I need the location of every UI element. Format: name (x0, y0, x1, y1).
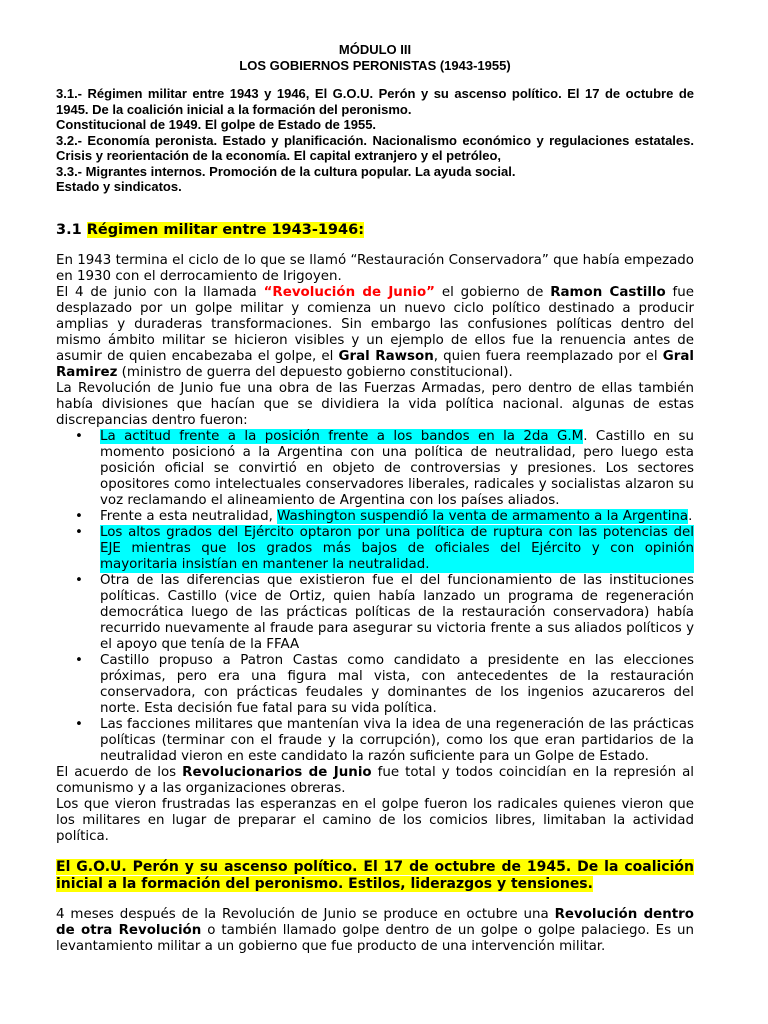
list-item: • Castillo propuso a Patron Castas como candidato a presidente en las elecciones próximas, pero era una figura mal vista, con antecedentes de la restauración conservadora, con prácticas feudales y dominantes de los ingenios azucareros del norte. Esta decisión fue fatal para su vida política. (100, 653, 694, 717)
module-outline (56, 86, 694, 195)
module-heading: MÓDULO III (338, 42, 412, 57)
paragraph: La Revolución de Junio fue una obra de las Fuerzas Armadas, pero dentro de ellas también había divisiones que hacían que se dividiera la vida política nacional. algunas de estas discrepancias dentro fueron: (56, 380, 694, 428)
paragraph: Los que vieron frustradas las esperanzas en el golpe fueron los radicales quienes vieron que los militares en lugar de preparar el camino de los comicios libres, limitaban la actividad política. (56, 796, 694, 844)
paragraph: 4 meses después de la Revolución de Junio se produce en octubre una Revolución dentro de otra Revolución o también llamado golpe dentro de un golpe o golpe palaciego. Es un levantamiento militar a un gobierno que fue producto de una intervención militar. (56, 906, 694, 954)
section-title: Régimen militar entre 1943-1946: (86, 221, 364, 238)
list-item: • Otra de las diferencias que existieron fue el del funcionamiento de las instituciones políticas. Castillo (vice de Ortiz, quien había lanzado un programa de regeneración democrática luego de las prácticas políticas de la restauración conservadora) había recurrido nuevamente al fraude para asegurar su victoria frente a sus aliados políticos y el apoyo que tenía de la FFAA (100, 573, 694, 653)
list-item: • La actitud frente a la posición frente a los bandos en la 2da G.M. Castillo en su momento posicionó a la Argentina con una política de neutralidad, pero luego esta posición oficial se convirtió en objeto de controversias y presiones. Los sectores opositores como intelectuales conservadores liberales, radicales y socialistas alzaron su voz reclamando el alineamiento de Argentina con los países aliados. (100, 429, 694, 509)
outline-item: Estado y sindicatos. (56, 179, 182, 194)
paragraph: En 1943 termina el ciclo de lo que se llamó “Restauración Conservadora” que había empezado en 1930 con el derrocamiento de Irigoyen. (56, 252, 694, 284)
outline-item: Constitucional de 1949. El golpe de Estado de 1955. (56, 117, 377, 132)
highlighted-term: “Revolución de Junio” (263, 284, 435, 300)
outline-item: 3.3.- Migrantes internos. Promoción de la cultura popular. La ayuda social. (56, 163, 516, 179)
bullet-list (56, 429, 694, 765)
outline-item: 3.1.- Régimen militar entre 1943 y 1946, El G.O.U. Perón y su ascenso político. El 17 de octubre de 1945. De la coalición inicial a la formación del peronismo. (56, 86, 694, 117)
section-body (56, 907, 694, 955)
list-item: • Los altos grados del Ejército optaron por una política de ruptura con las potencias del EJE mientras que los grados más bajos de oficiales del Ejército y con opinión mayoritaria insistían en mantener la neutralidad. (100, 525, 694, 573)
section-heading (56, 221, 694, 239)
list-item: • Las facciones militares que mantenían viva la idea de una regeneración de las prácticas políticas (terminar con el fraude y la corrupción), como los que eran partidarios de la neutralidad vieron en este candidato la razón suficiente para un Golpe de Estado. (100, 717, 694, 765)
outline-item: 3.2.- Economía peronista. Estado y planificación. Nacionalismo económico y regulaciones estatales. Crisis y reorientación de la economía. El capital extranjero y el petróleo, (56, 132, 694, 163)
section-number: 3.1 (56, 221, 87, 238)
document-title: LOS GOBIERNOS PERONISTAS (1943-1955) (239, 58, 511, 73)
paragraph: El acuerdo de los Revolucionarios de Junio fue total y todos coincidían en la represión al comunismo y a las organizaciones obreras. (56, 764, 695, 796)
section-heading: El G.O.U. Perón y su ascenso político. El 17 de octubre de 1945. De la coalición inicial a la formación del peronismo. Estilos, liderazgos y tensiones. (56, 858, 694, 892)
section-body (56, 253, 694, 845)
paragraph: El 4 de junio con la llamada “Revolución de Junio” el gobierno de Ramon Castillo fue desplazado por un golpe militar y comienza un nuevo ciclo político destinado a producir amplias y duraderas transformaciones. Sin embargo las confusiones políticas dentro del mismo ámbito militar se hicieron visibles y un ejemplo de ellos fue la renuencia antes de asumir de quien encabezaba el golpe, el Gral Rawson, quien fuera reemplazado por el Gral Ramirez (ministro de guerra del depuesto gobierno constitucional). (56, 284, 694, 380)
list-item: • Frente a esta neutralidad, Washington suspendió la venta de armamento a la Argentina. (100, 509, 694, 525)
